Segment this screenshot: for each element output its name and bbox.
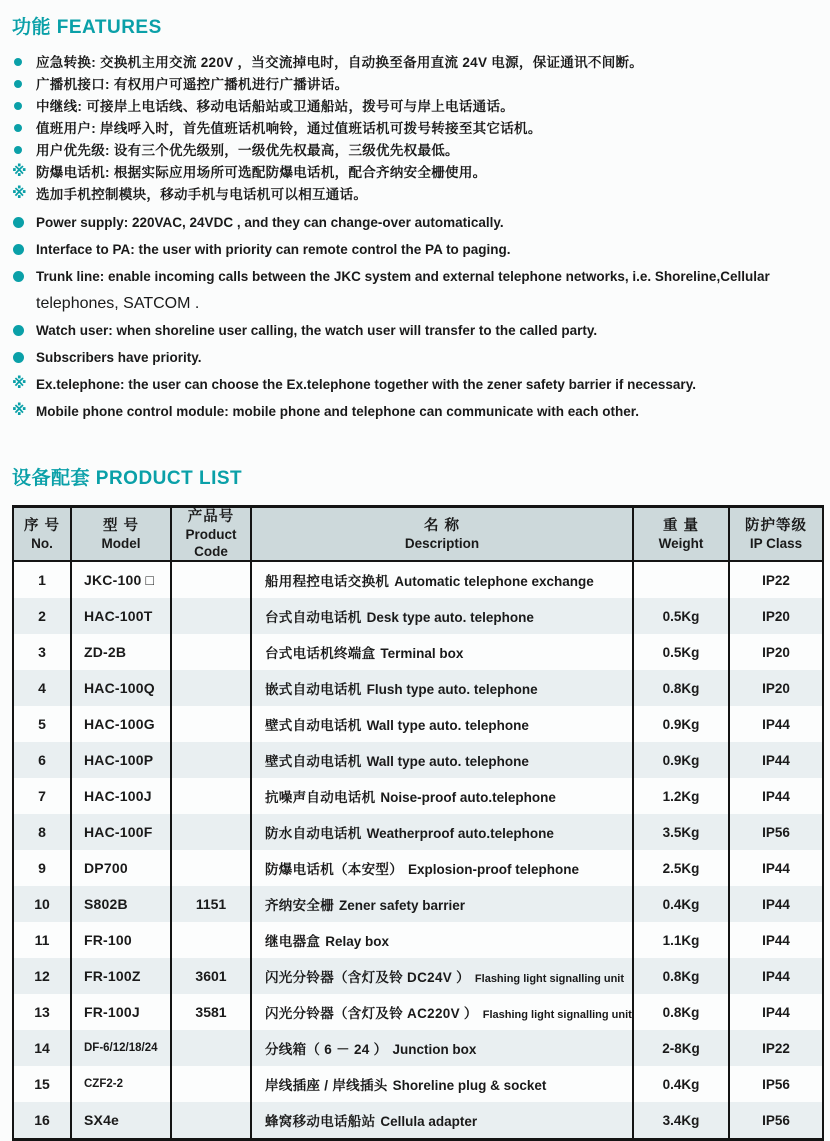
cell-model: JKC-100 □ (71, 561, 171, 598)
feature-text: 广播机接口: 有权用户可遥控广播机进行广播讲话。 (36, 77, 349, 92)
cell-weight: 0.8Kg (633, 670, 729, 706)
cell-no: 5 (38, 716, 46, 732)
feature-item (12, 214, 822, 232)
cell-product-code (171, 598, 251, 634)
description-en: Relay box (325, 934, 389, 949)
description-zh: 壁式自动电话机 (265, 718, 362, 733)
table-row (13, 1030, 823, 1066)
cell-ip-class: IP20 (729, 598, 823, 634)
feature-text: Trunk line: enable incoming calls between the JKC system and external telephone networks, i.e. Shoreline,Cellular (36, 269, 770, 284)
feature-text: 选加手机控制模块，移动手机与电话机可以相互通话。 (36, 187, 368, 202)
header-label-zh: 防护等级 (745, 517, 807, 534)
header-label-en: Description (404, 535, 480, 551)
feature-marker (12, 403, 36, 419)
cell-ip-class: IP22 (729, 561, 823, 598)
table-row (13, 1102, 823, 1140)
feature-text: 防爆电话机: 根据实际应用场所可选配防爆电话机，配合齐纳安全栅使用。 (36, 165, 487, 180)
cell-no: 11 (34, 932, 50, 948)
feature-text: 值班用户: 岸线呼入时，首先值班话机响铃，通过值班话机可拨号转接至其它话机。 (36, 121, 542, 136)
feature-text-block (36, 142, 459, 160)
feature-item (12, 322, 822, 340)
description-zh: 闪光分铃器（含灯及铃 AC220V ） (265, 1006, 478, 1021)
feature-text-block (36, 376, 696, 394)
description-en: Cellula adapter (380, 1114, 478, 1129)
feature-text-block (36, 98, 514, 116)
feature-marker (12, 54, 36, 66)
feature-marker (12, 120, 36, 132)
cell-no: 2 (38, 608, 46, 624)
cell-no: 10 (34, 896, 50, 912)
cell-no: 15 (34, 1076, 50, 1092)
feature-text: 中继线: 可接岸上电话线、移动电话船站或卫通船站，拨号可与岸上电话通话。 (36, 99, 515, 114)
cell-ip-class: IP44 (729, 886, 823, 922)
cell-product-code: 3581 (171, 994, 251, 1030)
table-row (13, 634, 823, 670)
cell-model: HAC-100F (71, 814, 171, 850)
cell-weight: 0.5Kg (633, 634, 729, 670)
feature-item (12, 349, 822, 367)
header-label-zh: 型 号 (102, 517, 140, 534)
cell-weight: 2.5Kg (633, 850, 729, 886)
cell-no: 13 (34, 1004, 50, 1020)
cell-model: HAC-100P (71, 742, 171, 778)
description-en: Wall type auto. telephone (366, 754, 529, 769)
description-zh: 闪光分铃器（含灯及铃 DC24V ） (265, 970, 470, 985)
description-zh: 台式自动电话机 (265, 610, 362, 625)
cell-model: DF-6/12/18/24 (71, 1030, 171, 1066)
cell-model: FR-100Z (71, 958, 171, 994)
feature-marker (12, 142, 36, 154)
cell-product-code (171, 1066, 251, 1102)
cell-no: 14 (34, 1040, 50, 1056)
table-row (13, 598, 823, 634)
description-zh: 台式电话机终端盒 (265, 646, 376, 661)
cell-product-code: 3601 (171, 958, 251, 994)
cell-ip-class: IP44 (729, 778, 823, 814)
bullet-dot-icon (13, 271, 24, 282)
feature-text-block (36, 268, 770, 313)
cell-weight: 0.9Kg (633, 742, 729, 778)
table-row (13, 1066, 823, 1102)
cell-weight: 0.4Kg (633, 886, 729, 922)
feature-marker (12, 349, 36, 363)
table-row (13, 850, 823, 886)
cell-no: 16 (34, 1112, 50, 1128)
table-header-cell (251, 507, 633, 562)
asterisk-icon: ※ (12, 375, 27, 392)
table-row (13, 778, 823, 814)
feature-text-block (36, 322, 597, 340)
cell-weight: 1.2Kg (633, 778, 729, 814)
cell-description (251, 1102, 633, 1140)
cell-ip-class: IP56 (729, 1102, 823, 1140)
cell-product-code (171, 850, 251, 886)
feature-marker (12, 376, 36, 392)
feature-marker (12, 98, 36, 110)
cell-product-code (171, 1102, 251, 1140)
description-en: Flashing light signalling unit (482, 1009, 632, 1021)
cell-weight: 0.9Kg (633, 706, 729, 742)
cell-ip-class: IP20 (729, 670, 823, 706)
header-label-zh: 产品号 (187, 509, 235, 525)
table-row (13, 670, 823, 706)
feature-marker (12, 268, 36, 282)
cell-product-code (171, 706, 251, 742)
description-zh: 蜂窝移动电话船站 (265, 1114, 376, 1129)
cell-weight: 3.4Kg (633, 1102, 729, 1140)
cell-ip-class: IP44 (729, 922, 823, 958)
cell-weight: 0.4Kg (633, 1066, 729, 1102)
bullet-dot-icon (14, 58, 22, 66)
header-label-zh: 序 号 (23, 517, 61, 534)
cell-description (251, 1066, 633, 1102)
cell-model: S802B (71, 886, 171, 922)
feature-text-block (36, 120, 542, 138)
cell-description (251, 742, 633, 778)
cell-model: DP700 (71, 850, 171, 886)
feature-text: Mobile phone control module: mobile phone and telephone can communicate with each other. (36, 404, 640, 419)
description-en: Zener safety barrier (339, 898, 466, 913)
cell-weight: 0.8Kg (633, 958, 729, 994)
description-en: Terminal box (380, 646, 464, 661)
header-label-en: Model (101, 535, 141, 551)
product-table-body (13, 561, 823, 1140)
feature-marker (12, 322, 36, 336)
feature-text: Ex.telephone: the user can choose the Ex.telephone together with the zener safety barrier if necessary. (36, 377, 696, 392)
header-label-en: Weight (658, 535, 704, 551)
description-zh: 防水自动电话机 (265, 826, 362, 841)
cell-product-code (171, 778, 251, 814)
cell-description (251, 850, 633, 886)
header-label-en: Product Code (185, 527, 237, 559)
cell-description (251, 598, 633, 634)
cell-weight: 1.1Kg (633, 922, 729, 958)
feature-item (12, 164, 822, 182)
feature-text-continuation: telephones, SATCOM . (36, 295, 200, 312)
header-row (13, 507, 823, 562)
feature-item (12, 76, 822, 94)
description-zh: 壁式自动电话机 (265, 754, 362, 769)
feature-text-block (36, 241, 511, 259)
cell-no: 8 (38, 824, 46, 840)
cell-product-code (171, 814, 251, 850)
cell-product-code: 1151 (171, 886, 251, 922)
cell-no: 9 (38, 860, 46, 876)
feature-text: Interface to PA: the user with priority can remote control the PA to paging. (36, 242, 511, 257)
cell-ip-class: IP44 (729, 742, 823, 778)
feature-text: Power supply: 220VAC, 24VDC , and they can change-over automatically. (36, 215, 504, 230)
feature-item (12, 268, 822, 313)
description-zh: 抗噪声自动电话机 (265, 790, 376, 805)
feature-text-block (36, 349, 202, 367)
cell-product-code (171, 1030, 251, 1066)
cell-product-code (171, 670, 251, 706)
cell-ip-class: IP56 (729, 1066, 823, 1102)
header-label-zh: 名 称 (423, 517, 461, 534)
cell-description (251, 958, 633, 994)
feature-text-block (36, 76, 348, 94)
cell-description (251, 994, 633, 1030)
cell-no: 6 (38, 752, 46, 768)
feature-marker (12, 186, 36, 202)
cell-model: CZF2-2 (71, 1066, 171, 1102)
cell-description (251, 670, 633, 706)
table-header-cell (171, 507, 251, 562)
description-en: Explosion-proof telephone (408, 862, 579, 877)
description-en: Shoreline plug & socket (392, 1078, 547, 1093)
feature-marker (12, 164, 36, 180)
header-label-en: No. (31, 535, 53, 551)
cell-description (251, 922, 633, 958)
cell-model: ZD-2B (71, 634, 171, 670)
feature-marker (12, 76, 36, 88)
product-table-header (13, 507, 823, 562)
cell-ip-class: IP56 (729, 814, 823, 850)
cell-model: HAC-100G (71, 706, 171, 742)
cell-model: HAC-100T (71, 598, 171, 634)
bullet-dot-icon (13, 217, 24, 228)
product-table (12, 505, 824, 1141)
bullet-dot-icon (14, 146, 22, 154)
feature-item (12, 120, 822, 138)
table-row (13, 706, 823, 742)
feature-text-block (36, 54, 643, 72)
features-list-en (12, 214, 822, 421)
header-label-en: IP Class (749, 535, 803, 551)
cell-no: 3 (38, 644, 46, 660)
table-row (13, 742, 823, 778)
feature-text-block (36, 214, 504, 232)
bullet-dot-icon (13, 352, 24, 363)
feature-item (12, 241, 822, 259)
product-list-title: 设备配套 PRODUCT LIST (12, 468, 243, 489)
cell-ip-class: IP20 (729, 634, 823, 670)
cell-no: 12 (34, 968, 50, 984)
cell-weight: 0.5Kg (633, 598, 729, 634)
feature-text-block (36, 164, 486, 182)
description-zh: 防爆电话机（本安型） (265, 862, 403, 877)
asterisk-icon: ※ (12, 163, 27, 180)
feature-marker (12, 214, 36, 228)
cell-weight (633, 561, 729, 598)
feature-marker (12, 241, 36, 255)
bullet-dot-icon (14, 124, 22, 132)
table-header-cell (633, 507, 729, 562)
description-zh: 岸线插座 / 岸线插头 (265, 1078, 388, 1093)
features-list-cn (12, 54, 822, 204)
cell-no: 4 (38, 680, 46, 696)
cell-description (251, 561, 633, 598)
description-en: Desk type auto. telephone (366, 610, 534, 625)
header-label-zh: 重 量 (662, 517, 700, 534)
cell-product-code (171, 922, 251, 958)
table-row (13, 922, 823, 958)
table-header-cell (729, 507, 823, 562)
description-zh: 分线箱（ 6 － 24 ） (265, 1042, 388, 1057)
table-row (13, 561, 823, 598)
feature-item (12, 403, 822, 421)
feature-text-block (36, 186, 367, 204)
product-list-section (10, 463, 822, 1141)
feature-text: Subscribers have priority. (36, 350, 202, 365)
description-zh: 齐纳安全栅 (265, 898, 334, 913)
cell-no: 1 (38, 572, 46, 588)
feature-text: 用户优先级: 设有三个优先级别，一级优先权最高，三级优先权最低。 (36, 143, 459, 158)
cell-model: HAC-100Q (71, 670, 171, 706)
cell-ip-class: IP44 (729, 958, 823, 994)
cell-model: FR-100J (71, 994, 171, 1030)
cell-no: 7 (38, 788, 46, 804)
cell-weight: 0.8Kg (633, 994, 729, 1030)
feature-item (12, 376, 822, 394)
cell-weight: 3.5Kg (633, 814, 729, 850)
description-en: Junction box (392, 1042, 477, 1057)
description-en: Noise-proof auto.telephone (380, 790, 556, 805)
description-en: Wall type auto. telephone (366, 718, 529, 733)
cell-model: FR-100 (71, 922, 171, 958)
feature-text-block (36, 403, 639, 421)
table-row (13, 886, 823, 922)
asterisk-icon: ※ (12, 402, 27, 419)
description-zh: 继电器盒 (265, 934, 321, 949)
table-row (13, 814, 823, 850)
cell-ip-class: IP22 (729, 1030, 823, 1066)
feature-item (12, 54, 822, 72)
description-zh: 嵌式自动电话机 (265, 682, 362, 697)
description-en: Flashing light signalling unit (474, 973, 625, 985)
description-zh: 船用程控电话交换机 (265, 574, 390, 589)
features-section (10, 12, 822, 421)
cell-description (251, 1030, 633, 1066)
table-header-cell (13, 507, 71, 562)
cell-description (251, 886, 633, 922)
table-header-cell (71, 507, 171, 562)
bullet-dot-icon (14, 102, 22, 110)
feature-item (12, 186, 822, 204)
bullet-dot-icon (13, 244, 24, 255)
cell-description (251, 814, 633, 850)
feature-text: Watch user: when shoreline user calling, the watch user will transfer to the called party. (36, 323, 598, 338)
cell-weight: 2-8Kg (633, 1030, 729, 1066)
bullet-dot-icon (14, 80, 22, 88)
cell-description (251, 778, 633, 814)
description-en: Flush type auto. telephone (366, 682, 538, 697)
description-en: Automatic telephone exchange (394, 574, 594, 589)
table-row (13, 958, 823, 994)
feature-item (12, 98, 822, 116)
features-title: 功能 FEATURES (12, 17, 162, 38)
table-row (13, 994, 823, 1030)
bullet-dot-icon (13, 325, 24, 336)
cell-model: SX4e (71, 1102, 171, 1140)
description-en: Weatherproof auto.telephone (366, 826, 554, 841)
cell-description (251, 706, 633, 742)
cell-ip-class: IP44 (729, 994, 823, 1030)
cell-product-code (171, 742, 251, 778)
feature-text: 应急转换: 交换机主用交流 220V ，当交流掉电时，自动换至备用直流 24V 电源，保证通讯不间断。 (36, 55, 644, 70)
cell-ip-class: IP44 (729, 850, 823, 886)
cell-ip-class: IP44 (729, 706, 823, 742)
feature-item (12, 142, 822, 160)
cell-description (251, 634, 633, 670)
cell-product-code (171, 561, 251, 598)
asterisk-icon: ※ (12, 185, 27, 202)
cell-model: HAC-100J (71, 778, 171, 814)
cell-product-code (171, 634, 251, 670)
